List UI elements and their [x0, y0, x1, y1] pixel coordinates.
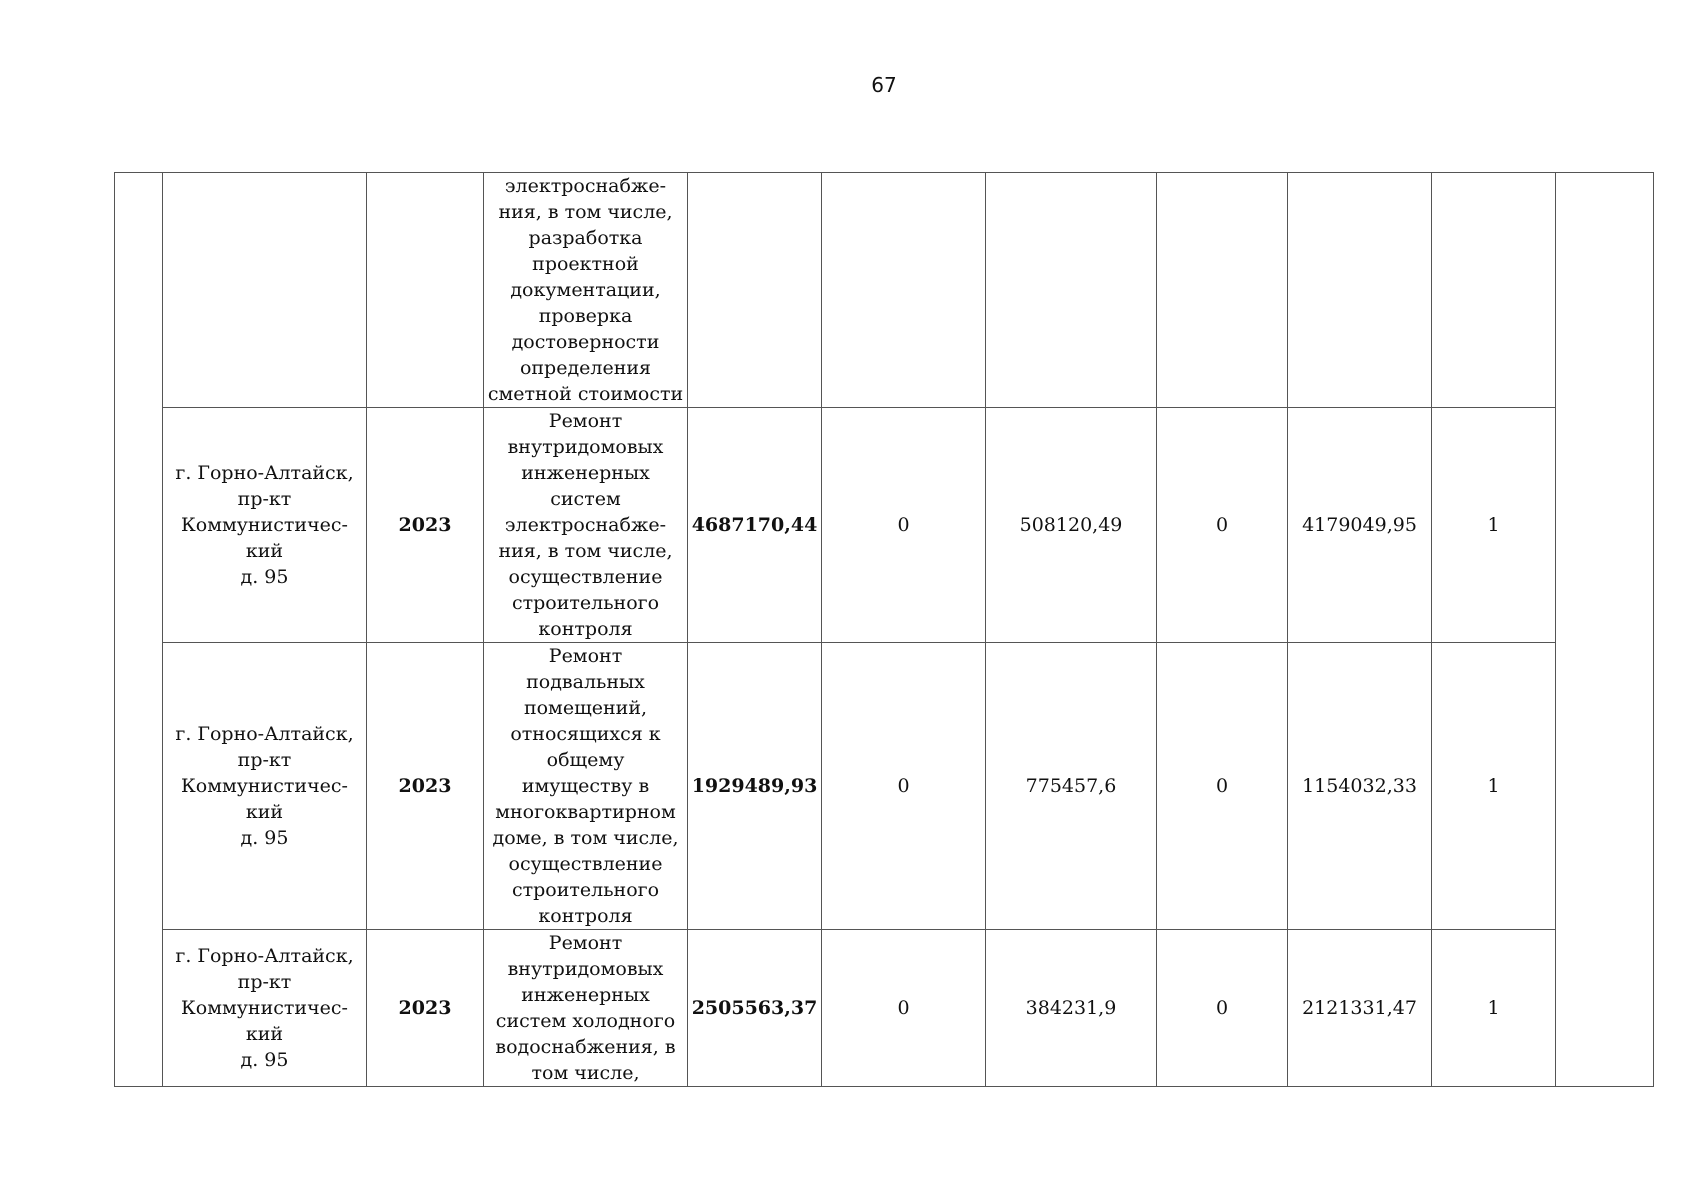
year-cell: 2023	[367, 930, 484, 1087]
cost-col3-cell: 0	[1157, 408, 1288, 643]
work-type-cell: Ремонт внутридомовых инженерных систем электроснабже- ния, в том числе, осуществление строительного контроля	[484, 408, 688, 643]
total-cost-cell: 1929489,93	[688, 643, 822, 930]
cost-col1-cell: 0	[822, 643, 986, 930]
count-cell	[1432, 173, 1556, 408]
work-type-cell: Ремонт внутридомовых инженерных систем холодного водоснабжения, в том числе,	[484, 930, 688, 1087]
address-cell	[163, 173, 367, 408]
works-table	[114, 172, 1654, 1087]
year-cell: 2023	[367, 408, 484, 643]
cost-col4-cell: 2121331,47	[1288, 930, 1432, 1087]
cost-col1-cell: 0	[822, 408, 986, 643]
cost-col1-cell: 0	[822, 930, 986, 1087]
cost-col3-cell	[1157, 173, 1288, 408]
total-cost-cell: 2505563,37	[688, 930, 822, 1087]
cost-col2-cell: 384231,9	[986, 930, 1157, 1087]
table-row	[115, 173, 1654, 408]
table-row	[115, 408, 1654, 643]
cost-col3-cell: 0	[1157, 643, 1288, 930]
year-cell	[367, 173, 484, 408]
table-row	[115, 643, 1654, 930]
cost-col4-cell	[1288, 173, 1432, 408]
count-cell: 1	[1432, 930, 1556, 1087]
count-cell: 1	[1432, 408, 1556, 643]
note-cell	[1556, 173, 1654, 1087]
cost-col2-cell: 775457,6	[986, 643, 1157, 930]
cost-col3-cell: 0	[1157, 930, 1288, 1087]
total-cost-cell	[688, 173, 822, 408]
address-cell: г. Горно-Алтайск, пр-кт Коммунистичес-кий д. 95	[163, 643, 367, 930]
work-type-cell: Ремонт подвальных помещений, относящихся к общему имуществу в многоквартирном доме, в том числе, осуществление строительного контроля	[484, 643, 688, 930]
cost-col4-cell: 1154032,33	[1288, 643, 1432, 930]
address-cell: г. Горно-Алтайск, пр-кт Коммунистичес-кий д. 95	[163, 930, 367, 1087]
row-number-cell	[115, 173, 163, 1087]
address-cell: г. Горно-Алтайск, пр-кт Коммунистичес-кий д. 95	[163, 408, 367, 643]
work-type-cell: электроснабже- ния, в том числе, разработка проектной документации, проверка достоверности определения сметной стоимости	[484, 173, 688, 408]
year-cell: 2023	[367, 643, 484, 930]
cost-col2-cell	[986, 173, 1157, 408]
count-cell: 1	[1432, 643, 1556, 930]
cost-col1-cell	[822, 173, 986, 408]
page-number: 67	[871, 73, 897, 97]
table-row	[115, 930, 1654, 1087]
total-cost-cell: 4687170,44	[688, 408, 822, 643]
cost-col4-cell: 4179049,95	[1288, 408, 1432, 643]
cost-col2-cell: 508120,49	[986, 408, 1157, 643]
